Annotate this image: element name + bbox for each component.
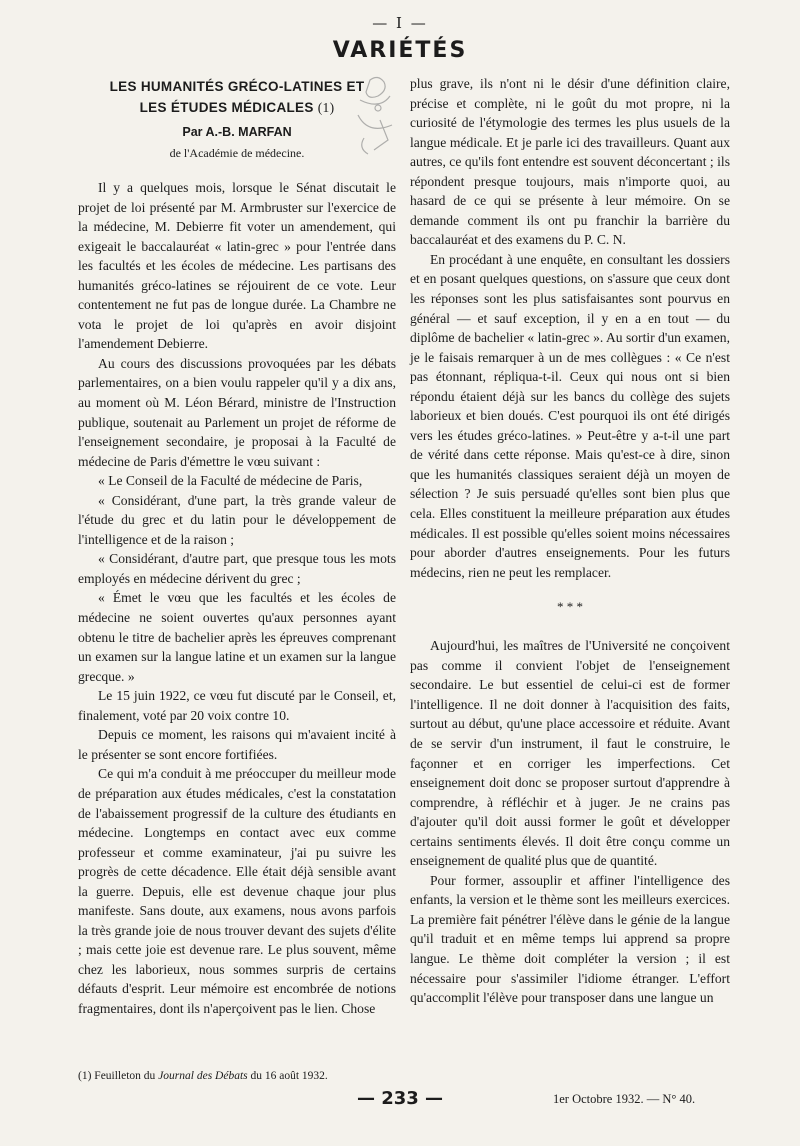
byline: Par A.-B. MARFAN [182,125,292,139]
paragraph: Pour former, assouplir et affiner l'intelligence des enfants, la version et le thème sont les meilleurs exercices. La première fait pénétrer l'élève dans le génie de la langue qu'il traduit et en même temps lui apprend sa propre langue. Le thème doit compléter la version ; il est nécessaire pour s'assimiler l'idiome étranger. L'effort qu'accomplit l'élève pour transposer dans une langue un [410,872,730,1006]
paragraph: Le 15 juin 1922, ce vœu fut discuté par le Conseil, et, finalement, voté par 20 voix contre 10. [78,688,396,723]
footnote-marker: (1) [78,1070,92,1082]
paragraph: Aujourd'hui, les maîtres de l'Université ne conçoivent pas comme il convient l'objet de l'enseignement secondaire. Le but essentiel de celui-ci est de former l'intelligence. Il ne doit donner à l'acquisition des faits, surtout au début, qu'une place accessoire et réduite. Avant de se servir d'un instrument, il faut le construire, le façonner et en corriger les imperfections. Cet enseignement doit donc se proposer surtout d'apprendre à comprendre, à réfléchir et à juger. Je ne crains pas d'ajouter qu'il doit aussi former le goût et développer certains sentiments élevés. Il doit être conçu comme un enseignement de qualité plus que de quantité. [410,638,730,869]
footnote-journal: Journal des Débats [158,1070,248,1082]
article-title-line2: LES ÉTUDES MÉDICALES [139,100,314,115]
section-break-asterism: * * * [557,599,583,615]
affiliation: de l'Académie de médecine. [169,146,305,160]
page-folio: — 233 — [356,1088,444,1109]
section-title: VARIÉTÉS [332,38,468,63]
paragraph: Il y a quelques mois, lorsque le Sénat discutait le projet de loi présenté par M. Armbruster sur l'exercice de la médecine, M. Debierre fit voter un amendement, qui exigeait le baccalauréat « latin-grec » pour l'entrée dans les facultés et les écoles de médecine. Les partisans des humanités gréco-latines se réjouirent de ce vote. Leur contentement ne fut pas de longue durée. La Chambre ne vota le projet de loi qu'après en avoir disjoint l'amendement Debierre. [78,180,396,352]
footnote-text-before: Feuilleton du [94,1070,156,1082]
right-column [410,74,730,1008]
article-title-line1: LES HUMANITÉS GRÉCO-LATINES ET [109,79,365,94]
quote-paragraph: « Considérant, d'une part, la très grande valeur de l'étude du grec et du latin pour le développement de l'intelligence et de la raison ; [78,492,396,547]
issue-date: 1er Octobre 1932. — N° 40. [553,1092,696,1106]
quote-paragraph: « Le Conseil de la Faculté de médecine de Paris, [98,473,363,489]
left-column [78,178,396,1019]
paragraph: Au cours des discussions provoquées par les débats parlementaires, on a bien voulu rappeler qu'il y a dix ans, au moment où M. Léon Bérard, ministre de l'Instruction publique, soutenait au Parlement un projet de réforme de l'enseignement secondaire, je proposai à la Faculté de médecine de Paris d'émettre le vœu suivant : [78,355,396,469]
article-title [78,76,396,118]
quote-paragraph: « Considérant, d'autre part, que presque tous les mots employés en médecine dérivent du grec ; [78,551,396,586]
paragraph: En procédant à une enquête, en consultant les dossiers et en posant quelques questions, on s'assure que ceux dont les réponses sont les plus satisfaisantes sont pourvus en général — et sauf exception, il y en a en tout — du diplôme de bachelier « latin-grec ». Au sortir d'un examen, je le faisais remarquer à un de mes collègues : « Ce n'est pas étonnant, répliqua-t-il. Ceux qui nous ont si bien répondu étaient déjà sur les bancs du collège des sujets laborieux et bien doués. C'est pourquoi ils ont été dirigés vers les études gréco-latines. » Peut-être y a-t-il une part de vérité dans cette réponse. Mais qu'est-ce à dire, sinon que les humanités classiques seraient déjà un moyen de sélection ? Je suis persuadé qu'elles sont bien plus que cela. Elles constituent la meilleure préparation aux études médicales. Il est possible qu'elles soient moins nécessaires pour aborder d'autres enseignements. Pour les futurs médecins, rien ne peut les remplacer. [410,251,730,580]
paragraph: Ce qui m'a conduit à me préoccuper du meilleur mode de préparation aux études médicales, c'est la constatation de l'abaissement progressif de la culture des étudiants en médecine. Longtemps en contact avec eux comme professeur et comme examinateur, j'ai pu suivre les progrès de cette décadence. Elle était déjà sensible avant la guerre. Depuis, elle est devenue chaque jour plus manifeste. Sans doute, aux examens, nous avons parfois la très grande joie de nous trouver devant des sujets d'élite ; mais cette joie est devenue rare. Le plus souvent, même chez les laborieux, nous sommes surpris de certains défauts d'esprit. Leur mémoire est encombrée de notions fragmentaires, dont ils n'aperçoivent pas le lien. Chose [78,766,396,1016]
footnote [78,1068,396,1084]
article-title-footnote-ref: (1) [317,100,335,115]
quote-paragraph: « Émet le vœu que les facultés et les écoles de médecine ne soient ouvertes qu'aux personnes ayant obtenu le titre de bachelier après les épreuves comprenant un examen sur la langue latine et un examen sur la langue grecque. » [78,590,396,684]
page-marker: — I — [372,14,428,32]
footnote-text-after: du 16 août 1932. [250,1070,328,1082]
paragraph: plus grave, ils n'ont ni le désir d'une définition claire, précise et complète, ni le goût du mot propre, ni la curiosité de l'étymologie des termes les plus usuels de la langue médicale. Et je parle ici des travailleurs. Quant aux autres, ce qu'ils font entendre est souvent déconcertant ; ils répondent presque toujours, mais n'importe quoi, au hasard de ce qui se présente à leur mémoire. On se demande comment ils ont pu franchir la barrière du baccalauréat et des examens du P. C. N. [410,76,730,248]
paragraph: Depuis ce moment, les raisons qui m'avaient incité à le présenter se sont encore fortifiées. [78,727,396,762]
